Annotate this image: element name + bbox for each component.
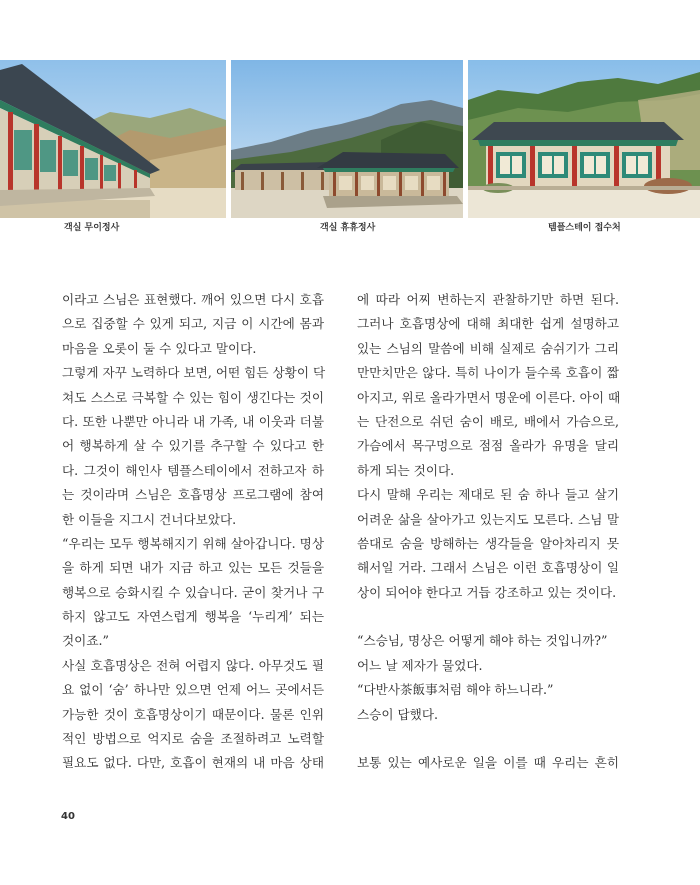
text-line: 쳐도 스스로 극복할 수 있는 힘이 생긴다는 것이 [62,389,324,405]
text-line: 요 없이 ‘숨’ 하나만 있으면 언제 어느 곳에서든 [62,682,324,698]
text-line: 씀대로 숨을 방해하는 생각들을 알아차리지 못 [357,535,619,551]
text-line: 을 하게 되면 내가 지금 하고 있는 모든 것들을 [62,560,324,576]
photo-strip [0,60,700,218]
text-line: 스승이 답했다. [357,706,438,722]
page-number: 40 [61,811,75,822]
text-line: 있는 스님의 말씀에 비해 실제로 숨쉬기가 그리 [357,340,619,356]
text-line: 그렇게 자꾸 노력하다 보면, 어떤 힘든 상황이 닥 [62,365,326,381]
photo-caption: 템플스테이 접수처 [548,223,621,233]
text-line: 필요도 없다. 다만, 호흡이 현재의 내 마음 상태 [62,755,324,771]
text-line: 으로 집중할 수 있게 되고, 지금 이 시간에 몸과 [62,316,324,332]
text-line: 상이 되어야 한다고 거듭 강조하고 있는 것이다. [357,584,617,600]
text-line: 가슴에서 목구멍으로 점점 올라가 유명을 달리 [357,438,619,454]
text-line: 아지고, 위로 올라가면서 명운에 이른다. 아이 때 [357,389,621,405]
text-line: “다반사茶飯事처럼 해야 하느니라.” [357,682,554,698]
photo-caption: 객실 휴휴정사 [320,223,376,233]
paragraph-gap [357,605,619,629]
paragraph-gap [357,727,619,751]
text-line: “스승님, 명상은 어떻게 해야 하는 것입니까?” [357,633,608,649]
text-line: 다. 또한 나뿐만 아니라 내 가족, 내 이웃과 더불 [62,413,324,429]
photo-caption: 객실 무이정사 [64,223,120,233]
text-line: 는 것이라며 스님은 호흡명상 프로그램에 참여 [62,487,324,503]
text-line: 적인 방법으로 억지로 숨을 조절하려고 노력할 [62,731,324,747]
body-text-left-column [62,288,324,776]
text-line: 이라고 스님은 표현했다. 깨어 있으면 다시 호흡 [62,292,324,307]
text-line: 것이죠.” [62,633,109,649]
text-line: 보통 있는 예사로운 일을 이를 때 우리는 흔히 [357,755,619,771]
text-line: 어려운 삶을 살아가고 있는지도 모른다. 스님 말 [357,511,619,527]
text-line: 한 이들을 지그시 건너다보았다. [62,511,237,527]
text-line: 다. 그것이 해인사 템플스테이에서 전하고자 하 [62,462,324,478]
text-line: 하게 되는 것이다. [357,462,455,478]
text-line: 하지 않고도 자연스럽게 행복을 ‘누리게’ 되는 [62,609,324,625]
body-text-right-column [357,288,619,776]
text-line: “우리는 모두 행복해지기 위해 살아갑니다. 명상 [62,535,324,551]
photo-templestay-reception [468,60,700,218]
text-line: 해서일 거라. 그래서 스님은 이런 호흡명상이 일 [357,560,619,576]
text-line: 어느 날 제자가 물었다. [357,657,483,673]
photo-guest-room-hyuhyujeongsa [231,60,463,218]
text-line: 마음을 오롯이 둘 수 있다고 말이다. [62,340,257,356]
text-line: 행복으로 승화시킬 수 있습니다. 굳이 찾거나 구 [62,584,324,600]
text-line: 다시 말해 우리는 제대로 된 숨 하나 들고 살기 [357,487,619,503]
text-line: 만만치만은 않다. 특히 나이가 들수록 호흡이 짧 [357,365,619,381]
text-line: 에 따라 어찌 변하는지 관찰하기만 하면 된다. [357,292,619,307]
text-line: 가능한 것이 호흡명상이기 때문이다. 물론 인위 [62,706,324,722]
text-line: 어 행복하게 살 수 있기를 추구할 수 있다고 한 [62,438,324,454]
text-line: 그러나 호흡명상에 대해 최대한 쉽게 설명하고 [357,316,619,332]
photo-guest-room-muijeongsa [0,60,226,218]
text-line: 는 단전으로 쉬던 숨이 배로, 배에서 가슴으로, [357,413,619,429]
text-line: 사실 호흡명상은 전혀 어렵지 않다. 아무것도 필 [62,657,324,673]
